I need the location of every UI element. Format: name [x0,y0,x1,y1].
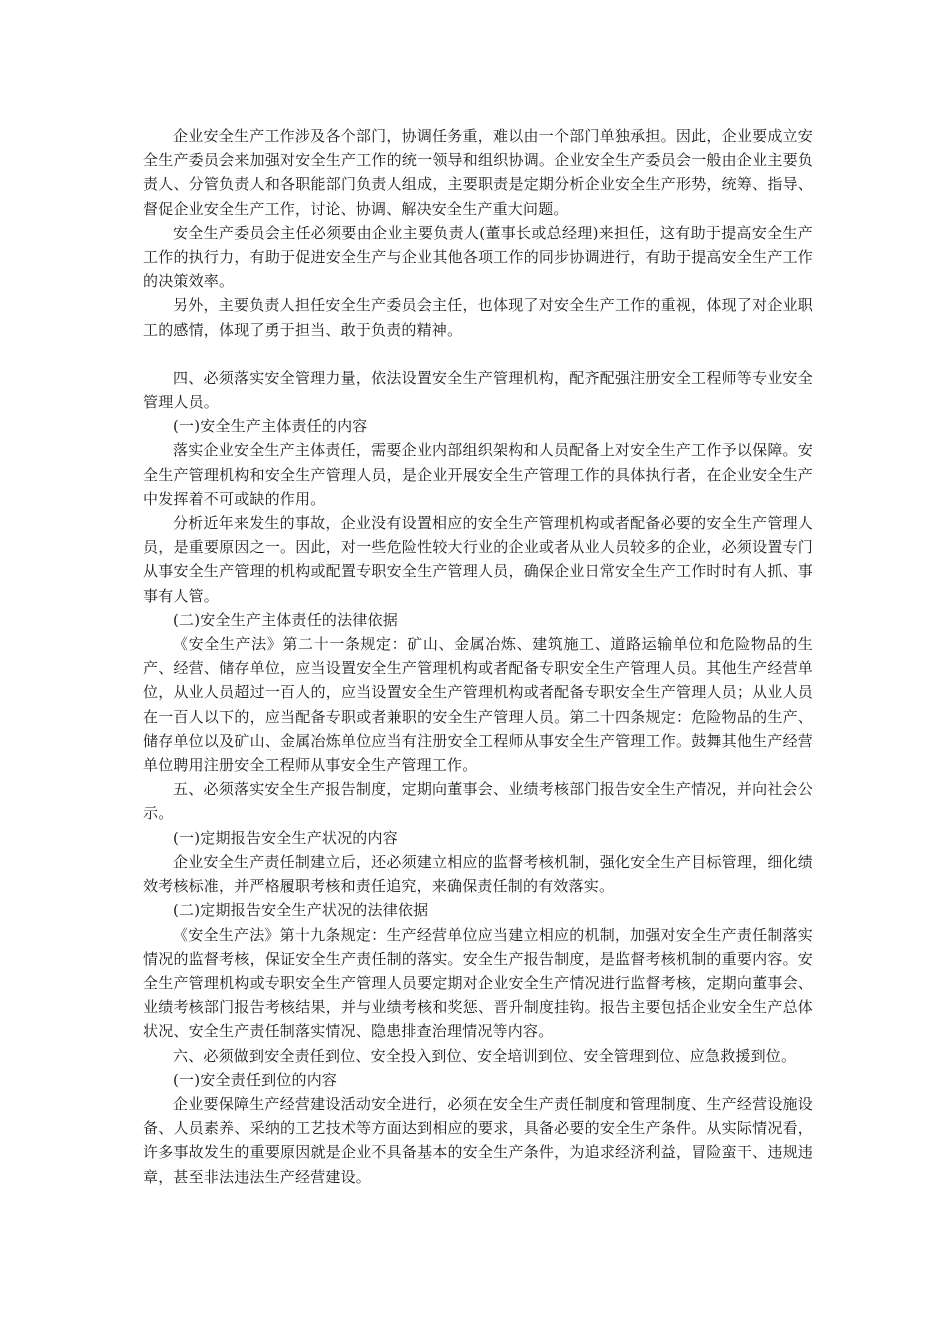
subsection-heading: (一)安全责任到位的内容 [173,1070,338,1089]
paragraph: 另外，主要负责人担任安全生产委员会主任，也体现了对安全生产工作的重视，体现了对企业职工的感情，体现了勇于担当、敢于负责的精神。 [143,296,813,339]
paragraph: 《安全生产法》第十九条规定：生产经营单位应当建立相应的机制，加强对安全生产责任制落实情况的监督考核，保证安全生产责任制的落实。安全生产报告制度，是监督考核机制的重要内容。安全生产管理机构或专职安全生产管理人员要定期对企业安全生产情况进行监督考核，定期向董事会、业绩考核部门报告考核结果，并与业绩考核和奖惩、晋升制度挂钩。报告主要包括企业安全生产总体状况、安全生产责任制落实情况、隐患排查治理情况等内容。 [143,925,813,1041]
subsection-heading: (一)定期报告安全生产状况的内容 [173,828,398,847]
subsection-heading: (二)安全生产主体责任的法律依据 [173,610,398,629]
paragraph: 安全生产委员会主任必须要由企业主要负责人(董事长或总经理)来担任，这有助于提高安全生产工作的执行力，有助于促进安全生产与企业其他各项工作的同步协调进行，有助于提高安全生产工作的决策效率。 [143,223,813,291]
paragraph: 企业安全生产责任制建立后，还必须建立相应的监督考核机制，强化安全生产目标管理，细化绩效考核标准，并严格履职考核和责任追究，来确保责任制的有效落实。 [143,852,813,896]
paragraph: 落实企业安全生产主体责任，需要企业内部组织架构和人员配备上对安全生产工作予以保障。安全生产管理机构和安全生产管理人员，是企业开展安全生产管理工作的具体执行者，在企业安全生产中发挥着不可或缺的作用。 [143,441,813,508]
section-heading: 四、必须落实安全管理力量，依法设置安全生产管理机构，配齐配强注册安全工程师等专业安全管理人员。 [143,368,813,412]
document-body [143,124,813,1189]
paragraph: 企业安全生产工作涉及各个部门，协调任务重，难以由一个部门单独承担。因此，企业要成立安全生产委员会来加强对安全生产工作的统一领导和组织协调。企业安全生产委员会一般由企业主要负责人、分管负责人和各职能部门负责人组成，主要职责是定期分析企业安全生产形势，统筹、指导、督促企业安全生产工作，讨论、协调、解决安全生产重大问题。 [143,127,813,218]
paragraph: 企业要保障生产经营建设活动安全进行，必须在安全生产责任制度和管理制度、生产经营设施设备、人员素养、采纳的工艺技术等方面达到相应的要求，具备必要的安全生产条件。从实际情况看，许多事故发生的重要原因就是企业不具备基本的安全生产条件，为追求经济利益，冒险蛮干、违规违章，甚至非法违法生产经营建设。 [143,1094,813,1186]
subsection-heading: (二)定期报告安全生产状况的法律依据 [173,901,429,920]
section-heading: 五、必须落实安全生产报告制度，定期向董事会、业绩考核部门报告安全生产情况，并向社会公示。 [143,780,813,823]
subsection-heading: (一)安全生产主体责任的内容 [173,417,368,436]
section-heading: 六、必须做到安全责任到位、安全投入到位、安全培训到位、安全管理到位、应急救援到位。 [173,1046,797,1065]
paragraph: 分析近年来发生的事故，企业没有设置相应的安全生产管理机构或者配备必要的安全生产管理人员，是重要原因之一。因此，对一些危险性较大行业的企业或者从业人员较多的企业，必须设置专门从事安全生产管理的机构或配置专职安全生产管理人员，确保企业日常安全生产工作时时有人抓、事事有人管。 [143,514,813,605]
paragraph: 《安全生产法》第二十一条规定：矿山、金属冶炼、建筑施工、道路运输单位和危险物品的生产、经营、储存单位，应当设置安全生产管理机构或者配备专职安全生产管理人员。其他生产经营单位，从业人员超过一百人的，应当设置安全生产管理机构或者配备专职安全生产管理人员；从业人员在一百人以下的，应当配备专职或者兼职的安全生产管理人员。第二十四条规定：危险物品的生产、储存单位以及矿山、金属冶炼单位应当有注册安全工程师从事安全生产管理工作。鼓舞其他生产经营单位聘用注册安全工程师从事安全生产管理工作。 [143,635,813,775]
section-gap [143,342,813,366]
